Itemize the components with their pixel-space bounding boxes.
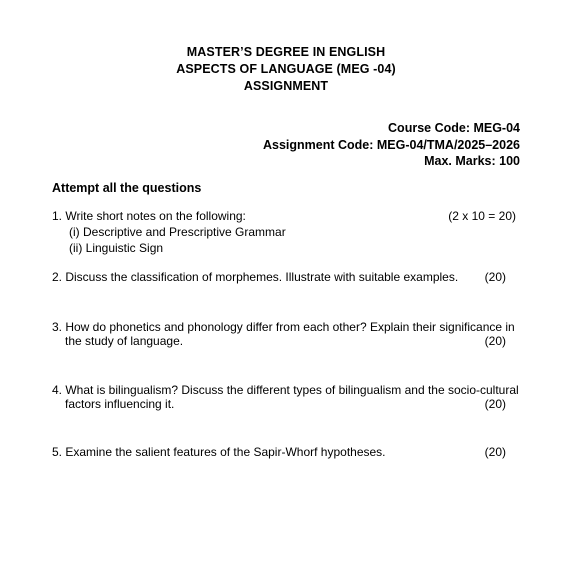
- question-2-text: 2. Discuss the classification of morphemes. Illustrate with suitable examples.: [52, 270, 459, 284]
- question-1-marks: (2 x 10 = 20): [448, 209, 516, 223]
- instructions-heading: Attempt all the questions: [52, 181, 202, 195]
- course-title: ASPECTS OF LANGUAGE (MEG -04): [176, 62, 396, 76]
- question-3-text: 3. How do phonetics and phonology differ from each other? Explain their significance in: [52, 320, 515, 334]
- question-3-continuation: the study of language.: [65, 334, 184, 348]
- degree-title: MASTER’S DEGREE IN ENGLISH: [186, 45, 386, 59]
- question-1-sub-item-2: (ii) Linguistic Sign: [69, 241, 164, 255]
- question-4-text: 4. What is bilingualism? Discuss the different types of bilingualism and the socio-cultural: [52, 383, 519, 397]
- question-4-marks: (20): [484, 397, 506, 411]
- assignment-code: Assignment Code: MEG-04/TMA/2025–2026: [262, 138, 520, 152]
- question-1-text: 1. Write short notes on the following:: [52, 209, 246, 223]
- assignment-heading: ASSIGNMENT: [243, 79, 329, 93]
- question-4-continuation: factors influencing it.: [65, 397, 175, 411]
- question-5-text: 5. Examine the salient features of the Sapir-Whorf hypotheses.: [52, 445, 386, 459]
- question-1-sub-item-1: (i) Descriptive and Prescriptive Grammar: [69, 225, 286, 239]
- question-3-marks: (20): [484, 334, 506, 348]
- question-5-marks: (20): [484, 445, 506, 459]
- question-2-marks: (20): [484, 270, 506, 284]
- max-marks: Max. Marks: 100: [424, 154, 520, 168]
- course-code: Course Code: MEG-04: [388, 121, 520, 135]
